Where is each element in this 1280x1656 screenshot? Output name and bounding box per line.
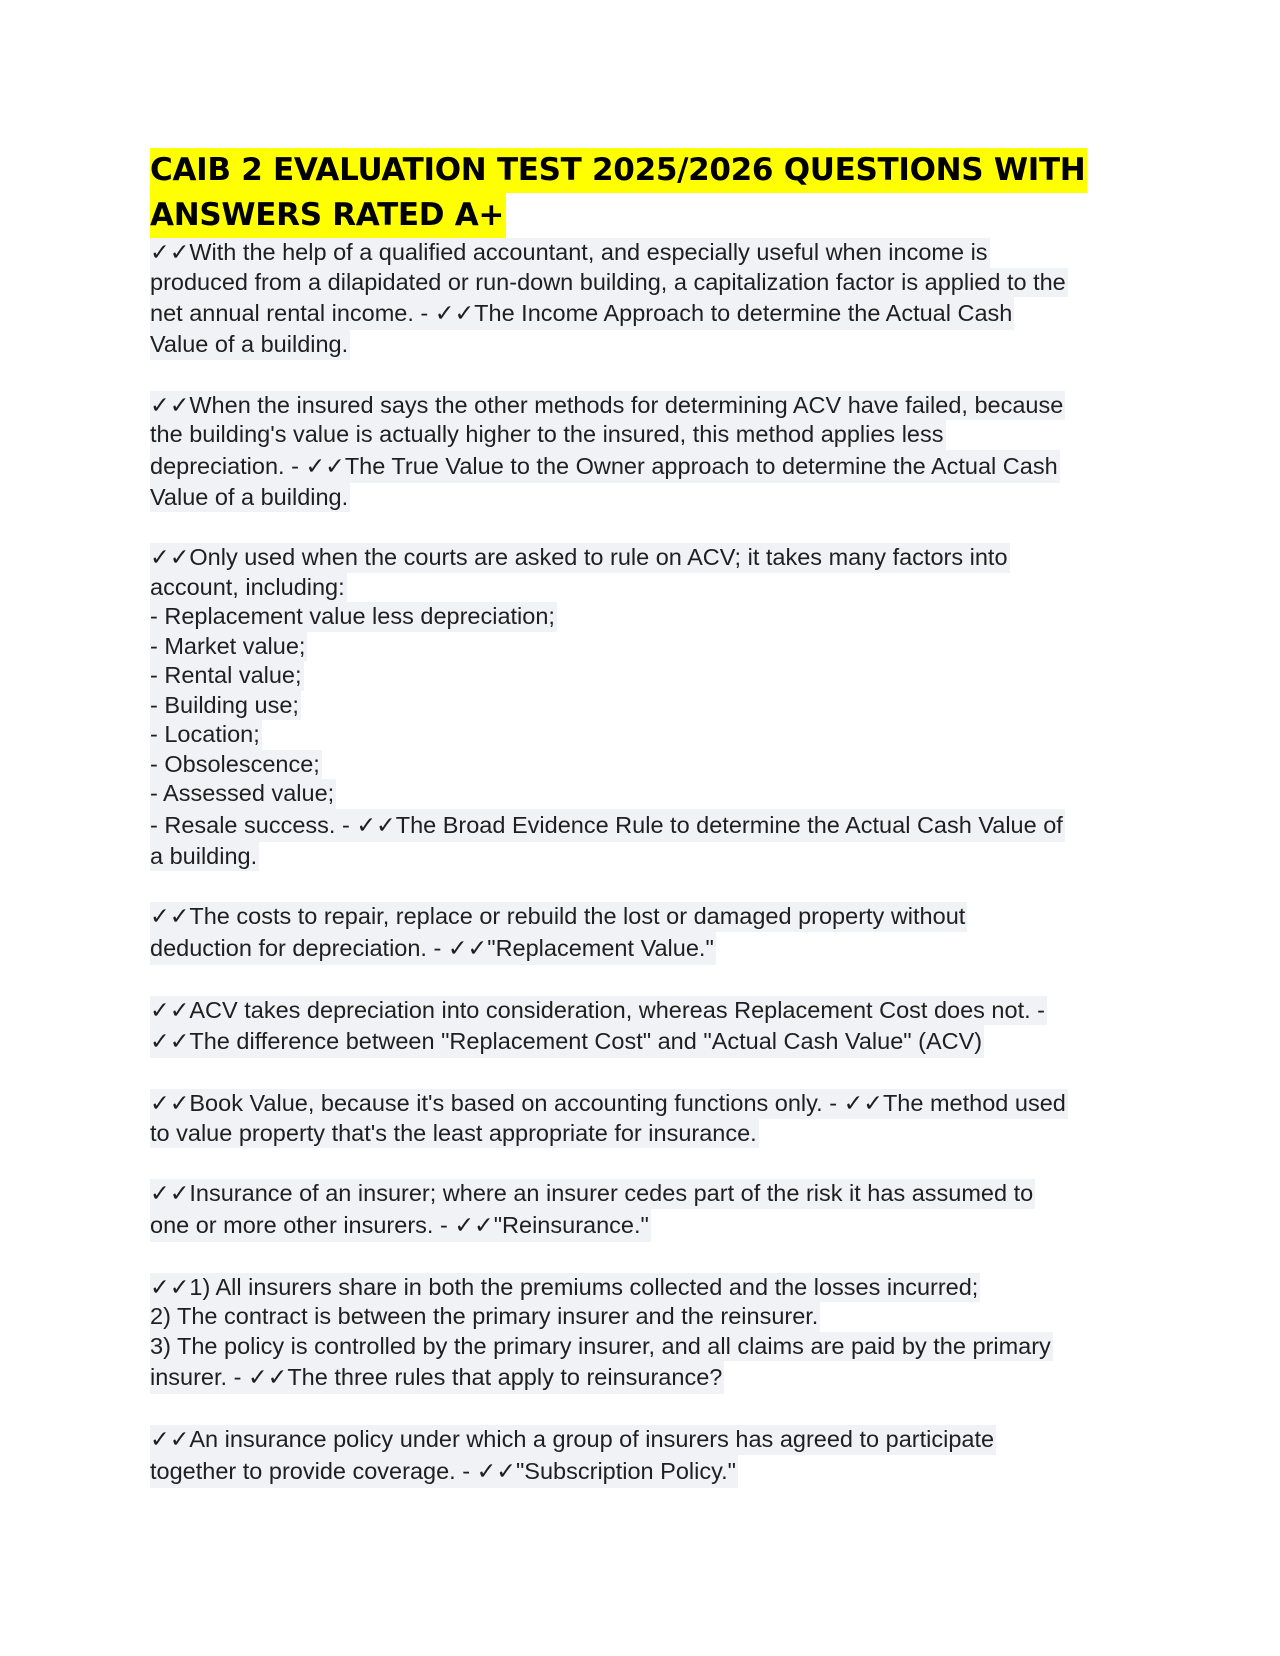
text-line: 2) The contract is between the primary insurer and the reinsurer. bbox=[150, 1302, 820, 1332]
qa-entry bbox=[150, 391, 1135, 513]
text-line: ✓✓When the insured says the other methods for determining ACV have failed, because bbox=[150, 391, 1065, 421]
text-line: ✓✓Only used when the courts are asked to rule on ACV; it takes many factors into bbox=[150, 543, 1010, 573]
text-line: account, including: bbox=[150, 573, 347, 603]
text-line: depreciation. - ✓✓The True Value to the Owner approach to determine the Actual Cash bbox=[150, 450, 1060, 483]
qa-list bbox=[150, 238, 1135, 1488]
document-title bbox=[150, 148, 1135, 238]
text-line: ✓✓With the help of a qualified accountant, and especially useful when income is bbox=[150, 238, 990, 268]
document-page bbox=[150, 148, 1135, 1519]
qa-entry bbox=[150, 543, 1135, 871]
text-line: - Building use; bbox=[150, 691, 301, 721]
text-line: insurer. - ✓✓The three rules that apply to reinsurance? bbox=[150, 1361, 724, 1394]
text-line: - Market value; bbox=[150, 632, 307, 662]
text-line: ✓✓The costs to repair, replace or rebuild the lost or damaged property without bbox=[150, 902, 967, 932]
text-line: - Resale success. - ✓✓The Broad Evidence Rule to determine the Actual Cash Value of bbox=[150, 809, 1065, 842]
text-line: ✓✓Insurance of an insurer; where an insurer cedes part of the risk it has assumed to bbox=[150, 1179, 1035, 1209]
qa-entry bbox=[150, 1425, 1135, 1488]
text-line: together to provide coverage. - ✓✓"Subscription Policy." bbox=[150, 1455, 738, 1488]
text-line: - Obsolescence; bbox=[150, 750, 322, 780]
qa-entry bbox=[150, 238, 1135, 360]
text-line: ✓✓ACV takes depreciation into consideration, whereas Replacement Cost does not. - bbox=[150, 996, 1047, 1026]
qa-entry bbox=[150, 1089, 1135, 1148]
text-line: - Rental value; bbox=[150, 661, 304, 691]
text-line: the building's value is actually higher to the insured, this method applies less bbox=[150, 420, 946, 450]
text-line: Value of a building. bbox=[150, 483, 350, 513]
qa-entry bbox=[150, 902, 1135, 965]
text-line: deduction for depreciation. - ✓✓"Replacement Value." bbox=[150, 932, 716, 965]
text-line: 3) The policy is controlled by the primary insurer, and all claims are paid by the primary bbox=[150, 1332, 1053, 1362]
text-line: - Location; bbox=[150, 720, 262, 750]
text-line: ✓✓An insurance policy under which a group of insurers has agreed to participate bbox=[150, 1425, 996, 1455]
text-line: a building. bbox=[150, 842, 259, 872]
text-line: ✓✓Book Value, because it's based on accounting functions only. - ✓✓The method used bbox=[150, 1089, 1068, 1119]
text-line: Value of a building. bbox=[150, 330, 350, 360]
text-line: one or more other insurers. - ✓✓"Reinsurance." bbox=[150, 1209, 651, 1242]
text-line: produced from a dilapidated or run-down building, a capitalization factor is applied to the bbox=[150, 268, 1068, 298]
text-line: ✓✓1) All insurers share in both the premiums collected and the losses incurred; bbox=[150, 1273, 980, 1303]
text-line: - Replacement value less depreciation; bbox=[150, 602, 557, 632]
text-line: to value property that's the least appropriate for insurance. bbox=[150, 1119, 759, 1149]
title-line: ANSWERS RATED A+ bbox=[150, 193, 506, 238]
text-line: ✓✓The difference between "Replacement Cost" and "Actual Cash Value" (ACV) bbox=[150, 1025, 984, 1058]
qa-entry bbox=[150, 996, 1135, 1059]
qa-entry bbox=[150, 1179, 1135, 1242]
text-line: net annual rental income. - ✓✓The Income Approach to determine the Actual Cash bbox=[150, 297, 1014, 330]
text-line: - Assessed value; bbox=[150, 779, 336, 809]
title-line: CAIB 2 EVALUATION TEST 2025/2026 QUESTIONS WITH bbox=[150, 148, 1087, 193]
qa-entry bbox=[150, 1273, 1135, 1395]
